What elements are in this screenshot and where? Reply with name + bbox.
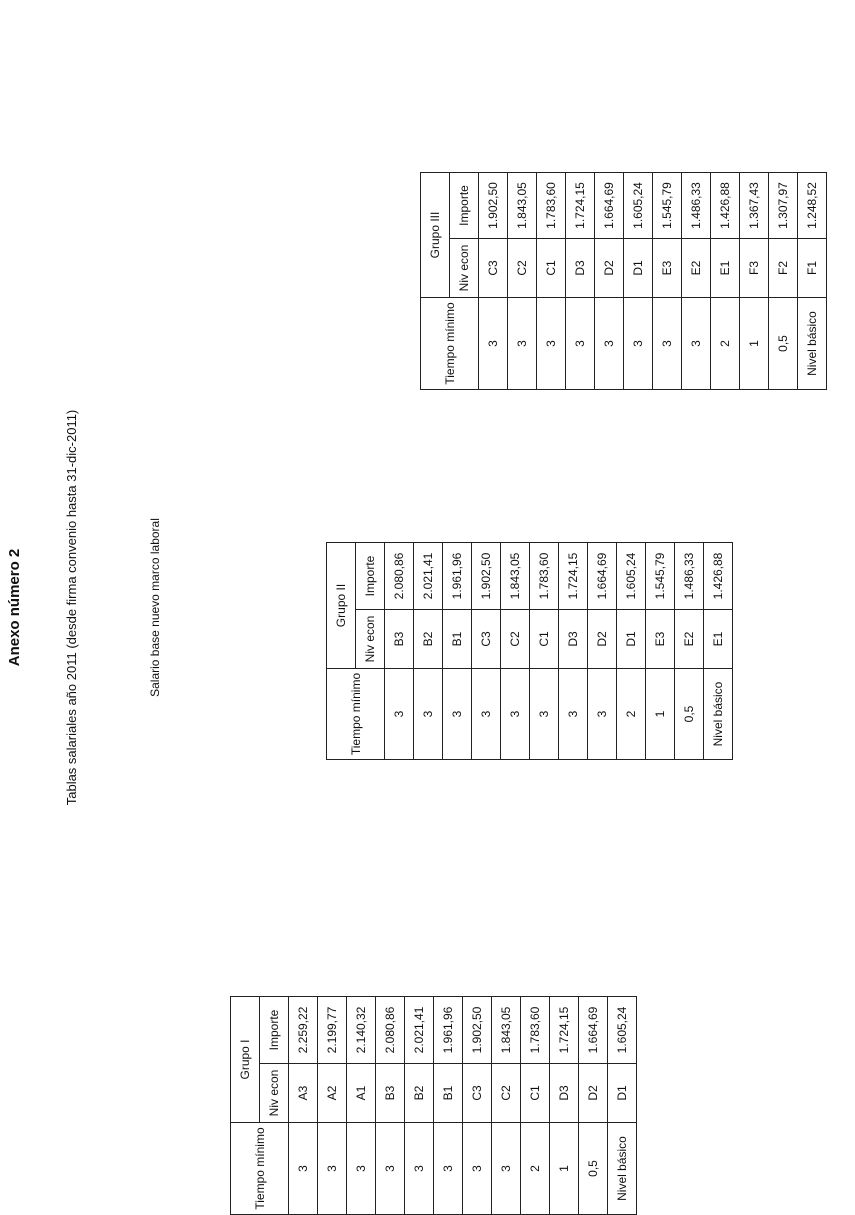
cell-importe: 1.605,24 [617, 543, 646, 610]
cell-importe: 2.259,22 [289, 997, 318, 1064]
page-subtitle: Tablas salariales año 2011 (desde firma convenio hasta 31-dic-2011) [64, 409, 79, 806]
cell-niv-econ: F1 [798, 239, 827, 298]
table-row [405, 997, 434, 1215]
table-row [443, 543, 472, 760]
table-row [566, 173, 595, 390]
cell-niv-econ: B1 [434, 1064, 463, 1123]
header-niv-econ: Niv econ [260, 1064, 289, 1123]
cell-importe: 2.080,86 [385, 543, 414, 610]
table-body [479, 173, 827, 390]
page-title: Anexo número 2 [6, 548, 23, 667]
cell-importe: 2.199,77 [318, 997, 347, 1064]
table-body [289, 997, 637, 1215]
table-row [376, 997, 405, 1215]
cell-importe: 1.902,50 [479, 173, 508, 239]
cell-niv-econ: C2 [501, 610, 530, 669]
cell-niv-econ: E3 [653, 239, 682, 298]
cell-importe: 1.605,24 [608, 997, 637, 1064]
table-row [347, 997, 376, 1215]
cell-importe: 1.843,05 [508, 173, 537, 239]
cell-niv-econ: C3 [463, 1064, 492, 1123]
cell-tiempo-minimo: 3 [443, 669, 472, 760]
table-row [608, 997, 637, 1215]
cell-niv-econ: B3 [376, 1064, 405, 1123]
table-row [711, 173, 740, 390]
cell-tiempo-minimo: 0,5 [579, 1123, 608, 1215]
cell-tiempo-minimo: Nivel básico [704, 669, 733, 760]
cell-niv-econ: C1 [537, 239, 566, 298]
cell-niv-econ: D2 [588, 610, 617, 669]
cell-importe: 1.843,05 [501, 543, 530, 610]
cell-tiempo-minimo: 3 [414, 669, 443, 760]
cell-tiempo-minimo: 3 [624, 298, 653, 390]
cell-niv-econ: B2 [405, 1064, 434, 1123]
cell-tiempo-minimo: 2 [711, 298, 740, 390]
cell-niv-econ: D3 [559, 610, 588, 669]
table-row [472, 543, 501, 760]
cell-importe: 2.140,32 [347, 997, 376, 1064]
salary-table-grupo-1 [230, 996, 637, 1215]
cell-tiempo-minimo: 3 [530, 669, 559, 760]
cell-niv-econ: B1 [443, 610, 472, 669]
cell-tiempo-minimo: 3 [463, 1123, 492, 1215]
table-row [537, 173, 566, 390]
cell-niv-econ: A2 [318, 1064, 347, 1123]
cell-tiempo-minimo: 1 [646, 669, 675, 760]
cell-niv-econ: D1 [624, 239, 653, 298]
cell-importe: 2.021,41 [405, 997, 434, 1064]
table-row [624, 173, 653, 390]
cell-importe: 1.783,60 [530, 543, 559, 610]
cell-niv-econ: D3 [566, 239, 595, 298]
cell-importe: 1.902,50 [463, 997, 492, 1064]
table-row [682, 173, 711, 390]
cell-tiempo-minimo: 3 [537, 298, 566, 390]
cell-tiempo-minimo: 3 [508, 298, 537, 390]
cell-tiempo-minimo: Nivel básico [608, 1123, 637, 1215]
cell-importe: 1.486,33 [675, 543, 704, 610]
cell-tiempo-minimo: 3 [559, 669, 588, 760]
cell-niv-econ: E2 [675, 610, 704, 669]
cell-importe: 1.961,96 [434, 997, 463, 1064]
cell-tiempo-minimo: 3 [289, 1123, 318, 1215]
cell-importe: 1.486,33 [682, 173, 711, 239]
cell-niv-econ: E1 [711, 239, 740, 298]
header-tiempo-minimo: Tiempo mínimo [421, 298, 479, 390]
cell-tiempo-minimo: 0,5 [675, 669, 704, 760]
table-row [617, 543, 646, 760]
cell-tiempo-minimo: 3 [492, 1123, 521, 1215]
cell-importe: 1.843,05 [492, 997, 521, 1064]
table-row [559, 543, 588, 760]
cell-niv-econ: F2 [769, 239, 798, 298]
table-row [653, 173, 682, 390]
cell-tiempo-minimo: 3 [347, 1123, 376, 1215]
header-tiempo-minimo: Tiempo mínimo [231, 1123, 289, 1215]
cell-importe: 2.021,41 [414, 543, 443, 610]
cell-niv-econ: C3 [479, 239, 508, 298]
cell-tiempo-minimo: 3 [385, 669, 414, 760]
cell-importe: 1.961,96 [443, 543, 472, 610]
table-row [740, 173, 769, 390]
table-row [508, 173, 537, 390]
cell-niv-econ: A3 [289, 1064, 318, 1123]
cell-niv-econ: C3 [472, 610, 501, 669]
table-row [414, 543, 443, 760]
cell-importe: 1.605,24 [624, 173, 653, 239]
table-row [385, 543, 414, 760]
table-row [289, 997, 318, 1215]
cell-importe: 1.248,52 [798, 173, 827, 239]
cell-tiempo-minimo: 3 [405, 1123, 434, 1215]
cell-tiempo-minimo: 3 [376, 1123, 405, 1215]
cell-importe: 1.664,69 [595, 173, 624, 239]
salary-table-grupo-3 [420, 172, 827, 390]
cell-tiempo-minimo: 3 [595, 298, 624, 390]
table-row [704, 543, 733, 760]
header-group-name: Grupo II [327, 543, 356, 669]
cell-niv-econ: D2 [579, 1064, 608, 1123]
cell-niv-econ: D3 [550, 1064, 579, 1123]
table-row [501, 543, 530, 760]
cell-tiempo-minimo: 3 [501, 669, 530, 760]
table-row [318, 997, 347, 1215]
cell-importe: 1.783,60 [521, 997, 550, 1064]
cell-niv-econ: C1 [530, 610, 559, 669]
cell-niv-econ: B2 [414, 610, 443, 669]
table-body [385, 543, 733, 760]
table-row [530, 543, 559, 760]
header-group-name: Grupo I [231, 997, 260, 1123]
table-row [675, 543, 704, 760]
cell-niv-econ: F3 [740, 239, 769, 298]
header-importe: Importe [450, 173, 479, 239]
cell-tiempo-minimo: 0,5 [769, 298, 798, 390]
cell-tiempo-minimo: 2 [521, 1123, 550, 1215]
header-importe: Importe [356, 543, 385, 610]
cell-importe: 1.724,15 [566, 173, 595, 239]
cell-niv-econ: E2 [682, 239, 711, 298]
cell-niv-econ: E3 [646, 610, 675, 669]
header-niv-econ: Niv econ [450, 239, 479, 298]
cell-importe: 1.307,97 [769, 173, 798, 239]
cell-importe: 1.426,88 [711, 173, 740, 239]
cell-importe: 2.080,86 [376, 997, 405, 1064]
table-row [463, 997, 492, 1215]
cell-importe: 1.664,69 [579, 997, 608, 1064]
cell-tiempo-minimo: 3 [434, 1123, 463, 1215]
table-row [521, 997, 550, 1215]
table-row [479, 173, 508, 390]
cell-tiempo-minimo: 3 [472, 669, 501, 760]
cell-tiempo-minimo: 3 [479, 298, 508, 390]
cell-importe: 1.545,79 [646, 543, 675, 610]
cell-niv-econ: D1 [617, 610, 646, 669]
table-row [588, 543, 617, 760]
table-caption: Salario base nuevo marco laboral [148, 518, 162, 697]
cell-niv-econ: B3 [385, 610, 414, 669]
header-niv-econ: Niv econ [356, 610, 385, 669]
cell-tiempo-minimo: 3 [682, 298, 711, 390]
cell-importe: 1.724,15 [559, 543, 588, 610]
cell-niv-econ: D2 [595, 239, 624, 298]
table-row [434, 997, 463, 1215]
cell-tiempo-minimo: 3 [588, 669, 617, 760]
cell-importe: 1.664,69 [588, 543, 617, 610]
cell-importe: 1.426,88 [704, 543, 733, 610]
table-row [579, 997, 608, 1215]
table-row [550, 997, 579, 1215]
cell-niv-econ: E1 [704, 610, 733, 669]
cell-niv-econ: C2 [492, 1064, 521, 1123]
table-row [595, 173, 624, 390]
cell-importe: 1.367,43 [740, 173, 769, 239]
cell-tiempo-minimo: 3 [318, 1123, 347, 1215]
salary-table-grupo-2 [326, 542, 733, 760]
table-row [798, 173, 827, 390]
table-row [646, 543, 675, 760]
cell-tiempo-minimo: 1 [740, 298, 769, 390]
cell-tiempo-minimo: 1 [550, 1123, 579, 1215]
cell-importe: 1.724,15 [550, 997, 579, 1064]
cell-niv-econ: C2 [508, 239, 537, 298]
cell-niv-econ: C1 [521, 1064, 550, 1123]
header-importe: Importe [260, 997, 289, 1064]
cell-tiempo-minimo: 2 [617, 669, 646, 760]
table-row [769, 173, 798, 390]
header-group-name: Grupo III [421, 173, 450, 298]
cell-importe: 1.545,79 [653, 173, 682, 239]
cell-tiempo-minimo: 3 [653, 298, 682, 390]
cell-niv-econ: A1 [347, 1064, 376, 1123]
table-row [492, 997, 521, 1215]
cell-importe: 1.783,60 [537, 173, 566, 239]
cell-niv-econ: D1 [608, 1064, 637, 1123]
cell-tiempo-minimo: 3 [566, 298, 595, 390]
cell-importe: 1.902,50 [472, 543, 501, 610]
cell-tiempo-minimo: Nivel básico [798, 298, 827, 390]
header-tiempo-minimo: Tiempo mínimo [327, 669, 385, 760]
